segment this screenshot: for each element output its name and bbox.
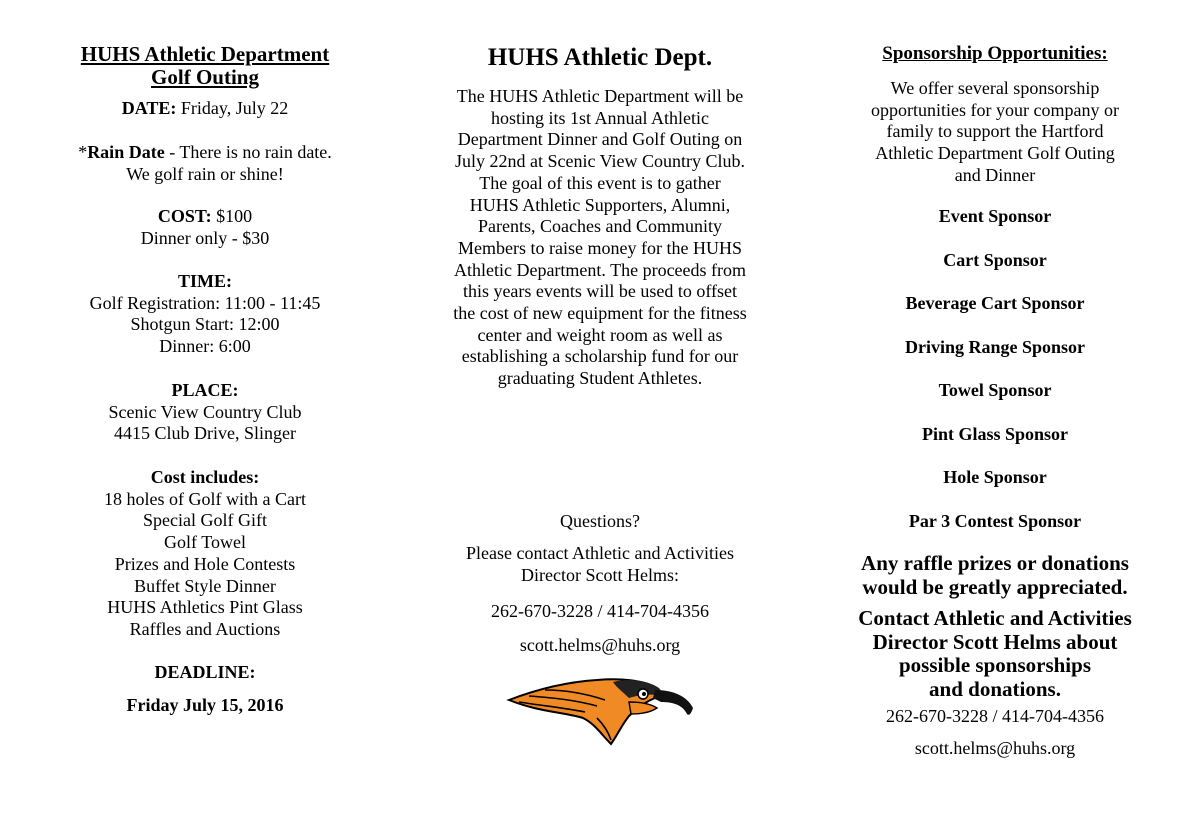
sponsor-email[interactable]: scott.helms@huhs.org [914, 738, 1076, 758]
list-item: 18 holes of Golf with a Cart [104, 488, 306, 509]
deadline-label: DEADLINE: [154, 662, 256, 682]
contact-text: Please contact Athletic and Activities Director Scott Helms: [466, 543, 734, 585]
left-title: HUHS Athletic Department Golf Outing [80, 42, 330, 89]
sponsor-item: Hole Sponsor [943, 467, 1047, 487]
sponsorship-title: Sponsorship Opportunities: [882, 43, 1108, 64]
list-item: Prizes and Hole Contests [114, 553, 296, 574]
list-item: Golf Towel [164, 532, 246, 553]
date-line: DATE: Friday, July 22 [121, 98, 289, 118]
cost-block: COST: $100 Dinner only - $30 [140, 206, 270, 248]
left-panel [40, 0, 370, 827]
sponsor-item: Driving Range Sponsor [904, 337, 1086, 357]
falcon-head-icon [505, 668, 700, 748]
list-item: Special Golf Gift [143, 510, 267, 531]
sponsor-contact-note: Contact Athletic and Activities Director Scott Helms about possible sponsorships and donations. [858, 606, 1132, 701]
sponsor-item: Cart Sponsor [943, 250, 1047, 270]
sponsor-item: Pint Glass Sponsor [921, 424, 1069, 444]
list-item: Raffles and Auctions [129, 618, 281, 639]
cost-includes-block: Cost includes: 18 holes of Golf with a Cart Special Golf Gift Golf Towel Prizes and Hole Contests Buffet Style Dinner HUHS Athletics Pint Glass Raffles and Auctions [40, 467, 370, 641]
time-block: TIME: Golf Registration: 11:00 - 11:45 Shotgun Start: 12:00 Dinner: 6:00 [89, 271, 321, 357]
deadline-value: Friday July 15, 2016 [126, 695, 284, 715]
right-panel [820, 0, 1170, 827]
sponsor-item: Beverage Cart Sponsor [905, 293, 1085, 313]
rain-date: *Rain Date - There is no rain date. We golf rain or shine! [78, 142, 332, 184]
page-title: HUHS Athletic Dept. [487, 44, 713, 71]
questions-label: Questions? [560, 511, 640, 531]
event-description: The HUHS Athletic Department will be hosting its 1st Annual Athletic Department Dinner and Golf Outing on July 22nd at Scenic View Country Club. The goal of this event is to gather HUHS Athletic Supporters, Alumni, Parents, Coaches and Community Members to raise money for the HUHS Athletic Department. The proceeds from this years events will be used to offset the cost of new equipment for the fitness center and weight room as well as establishing a scholarship fund for our graduating Student Athletes. [453, 86, 747, 389]
place-block: PLACE: Scenic View Country Club 4415 Club Drive, Slinger [108, 380, 302, 444]
raffle-note: Any raffle prizes or donations would be greatly appreciated. [861, 551, 1129, 599]
list-item: Buffet Style Dinner [134, 575, 276, 596]
contact-phone: 262-670-3228 / 414-704-4356 [491, 601, 709, 621]
sponsor-item: Par 3 Contest Sponsor [908, 511, 1082, 531]
contact-email[interactable]: scott.helms@huhs.org [519, 635, 681, 655]
list-item: HUHS Athletics Pint Glass [107, 597, 303, 618]
sponsor-item: Towel Sponsor [938, 380, 1052, 400]
sponsor-phone: 262-670-3228 / 414-704-4356 [886, 706, 1104, 726]
sponsor-item: Event Sponsor [938, 206, 1052, 226]
sponsorship-intro: We offer several sponsorship opportunities for your company or family to support the Hartford Athletic Department Golf Outing and Dinner [871, 78, 1119, 185]
